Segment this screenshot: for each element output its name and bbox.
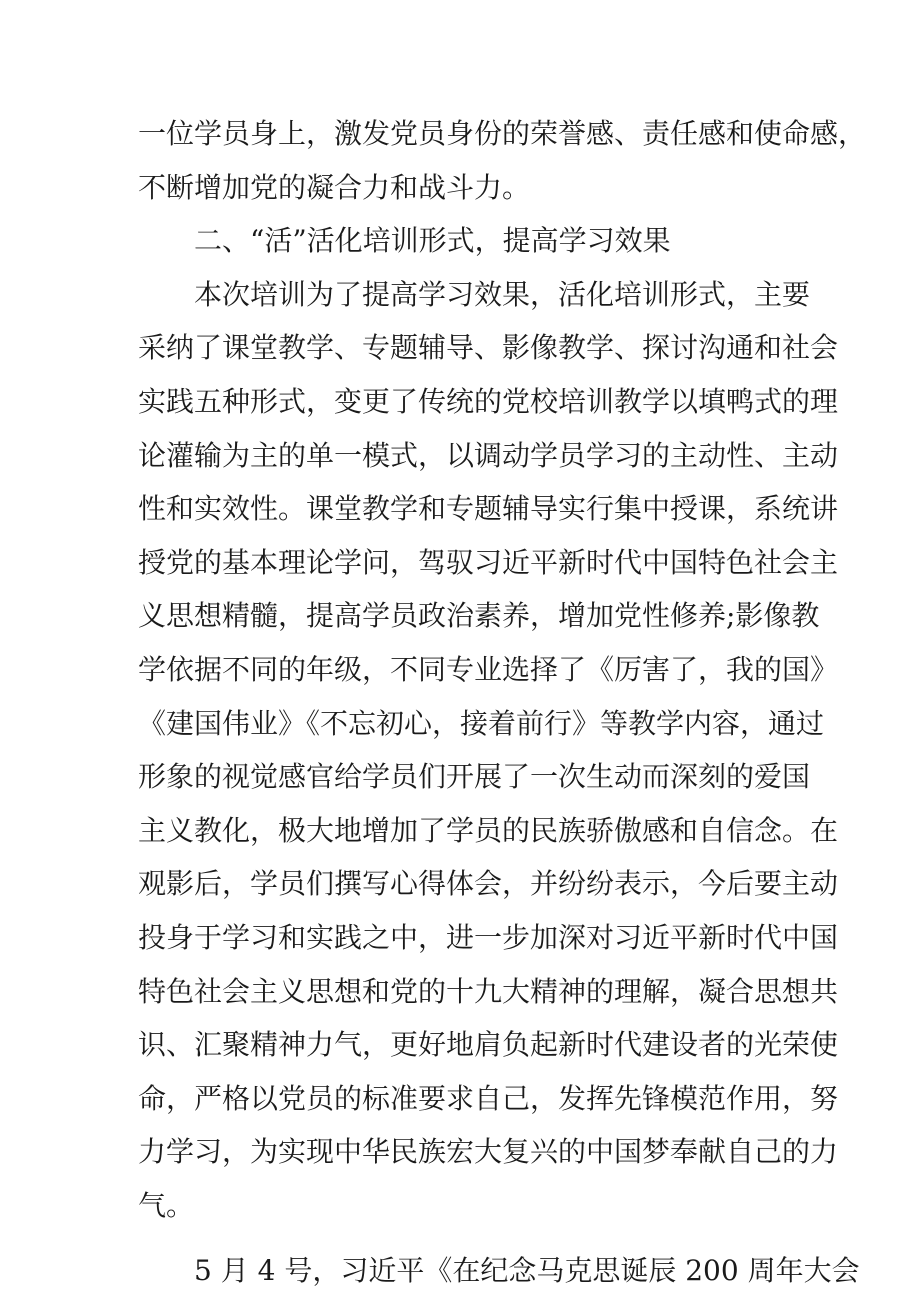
text-line: 投身于学习和实践之中，进一步加深对习近平新时代中国 xyxy=(138,920,839,954)
text-line: 力学习，为实现中华民族宏大复兴的中国梦奉献自己的力 xyxy=(138,1135,839,1169)
text-line: 授党的基本理论学问，驾驭习近平新时代中国特色社会主 xyxy=(138,545,839,579)
text-line: 不断增加党的凝合力和战斗力。 xyxy=(138,170,531,204)
text-line: 气。 xyxy=(138,1188,195,1222)
text-line: 特色社会主义思想和党的十九大精神的理解，凝合思想共 xyxy=(138,974,839,1008)
text-line: 《建国伟业》《不忘初心，接着前行》等教学内容，通过 xyxy=(138,706,825,740)
text-line: 采纳了课堂教学、专题辅导、影像教学、探讨沟通和社会 xyxy=(138,331,839,365)
text-line: 论灌输为主的单一模式，以调动学员学习的主动性、主动 xyxy=(138,438,839,472)
paragraph-gap xyxy=(138,1232,788,1244)
text-line: 本次培训为了提高学习效果，活化培训形式，主要 xyxy=(194,277,811,311)
text-line: 实践五种形式，变更了传统的党校培训教学以填鸭式的理 xyxy=(138,384,839,418)
text-line: 性和实效性。课堂教学和专题辅导实行集中授课，系统讲 xyxy=(138,492,839,526)
text-line: 命，严格以党员的标准要求自己，发挥先锋模范作用，努 xyxy=(138,1081,839,1115)
text-line: 形象的视觉感官给学员们开展了一次生动而深刻的爱国 xyxy=(138,760,811,794)
text-line: 义思想精髓，提高学员政治素养，增加党性修养;影像教 xyxy=(138,599,820,633)
text-line: 5 月 4 号，习近平《在纪念马克思诞辰 200 周年大会 xyxy=(194,1254,860,1288)
text-line: 学依据不同的年级，不同专业选择了《厉害了，我的国》 xyxy=(138,652,839,686)
text-line: 识、汇聚精神力气，更好地肩负起新时代建设者的光荣使 xyxy=(138,1028,839,1062)
text-line: 主义教化，极大地增加了学员的民族骄傲感和自信念。在 xyxy=(138,813,839,847)
body-text xyxy=(138,107,867,1298)
text-line: 一位学员身上，激发党员身份的荣誉感、责任感和使命感， xyxy=(138,117,867,150)
section-heading: 二、“活”活化培训形式，提高学习效果 xyxy=(194,224,671,258)
text-line: 观影后，学员们撰写心得体会，并纷纷表示，今后要主动 xyxy=(138,867,839,901)
